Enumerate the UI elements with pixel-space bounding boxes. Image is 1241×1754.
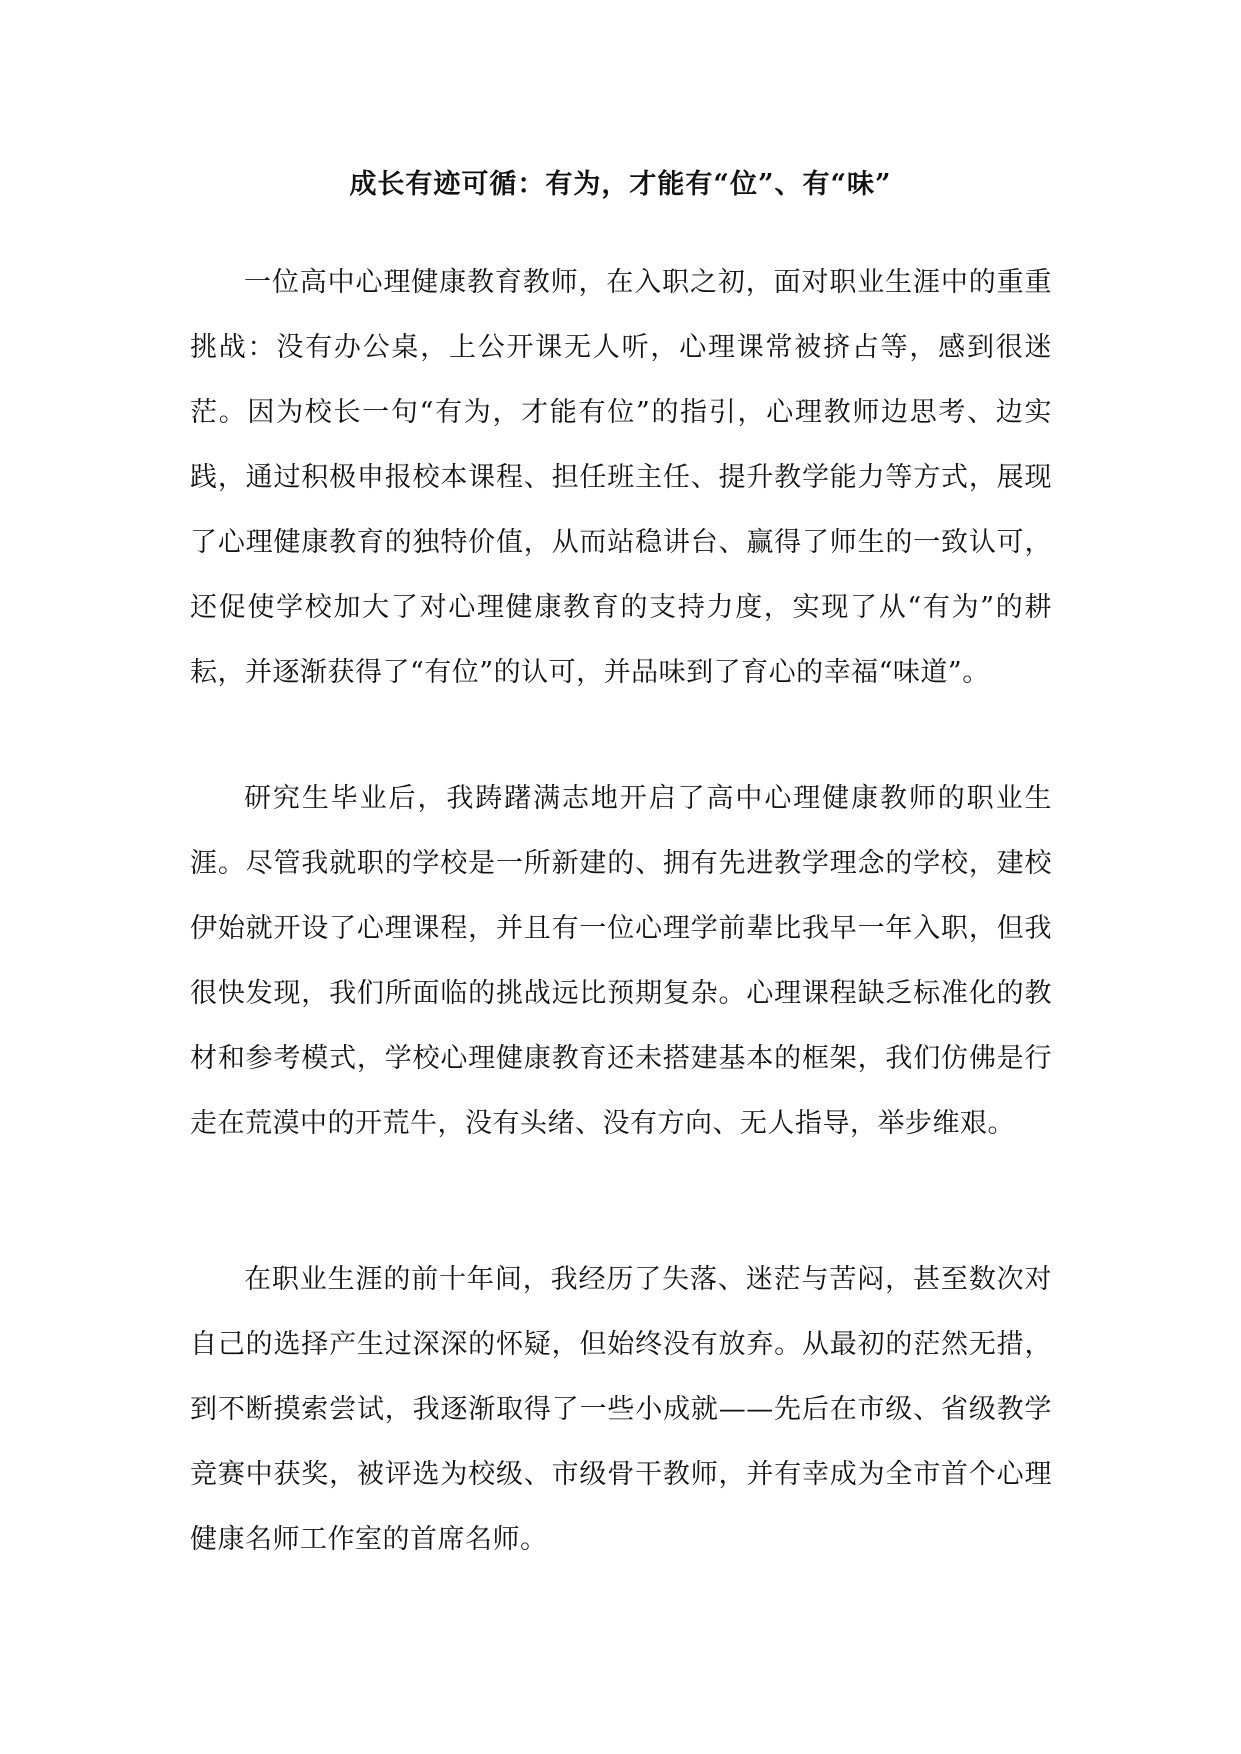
paragraph-3: 在职业生涯的前十年间，我经历了失落、迷茫与苦闷，甚至数次对自己的选择产生过深深的怀疑，但始终没有放弃。从最初的茫然无措，到不断摸索尝试，我逐渐取得了一些小成就——先后在市级、省级教学竞赛中获奖，被评选为校级、市级骨干教师，并有幸成为全市首个心理健康名师工作室的首席名师。 [190, 1264, 1052, 1555]
paragraph-2: 研究生毕业后，我踌躇满志地开启了高中心理健康教师的职业生涯。尽管我就职的学校是一所新建的、拥有先进教学理念的学校，建校伊始就开设了心理课程，并且有一位心理学前辈比我早一年入职，但我很快发现，我们所面临的挑战远比预期复杂。心理课程缺乏标准化的教材和参考模式，学校心理健康教育还未搭建基本的框架，我们仿佛是行走在荒漠中的开荒牛，没有头绪、没有方向、无人指导，举步维艰。 [190, 783, 1052, 1139]
document-title: 成长有迹可循：有为，才能有“位”、有“味” [349, 169, 892, 200]
paragraph-1: 一位高中心理健康教育教师，在入职之初，面对职业生涯中的重重挑战：没有办公桌，上公开课无人听，心理课常被挤占等，感到很迷茫。因为校长一句“有为，才能有位”的指引，心理教师边思考、边实践，通过积极申报校本课程、担任班主任、提升教学能力等方式，展现了心理健康教育的独特价值，从而站稳讲台、赢得了师生的一致认可，还促使学校加大了对心理健康教育的支持力度，实现了从“有为”的耕耘，并逐渐获得了“有位”的认可，并品味到了育心的幸福“味道”。 [190, 267, 1052, 688]
